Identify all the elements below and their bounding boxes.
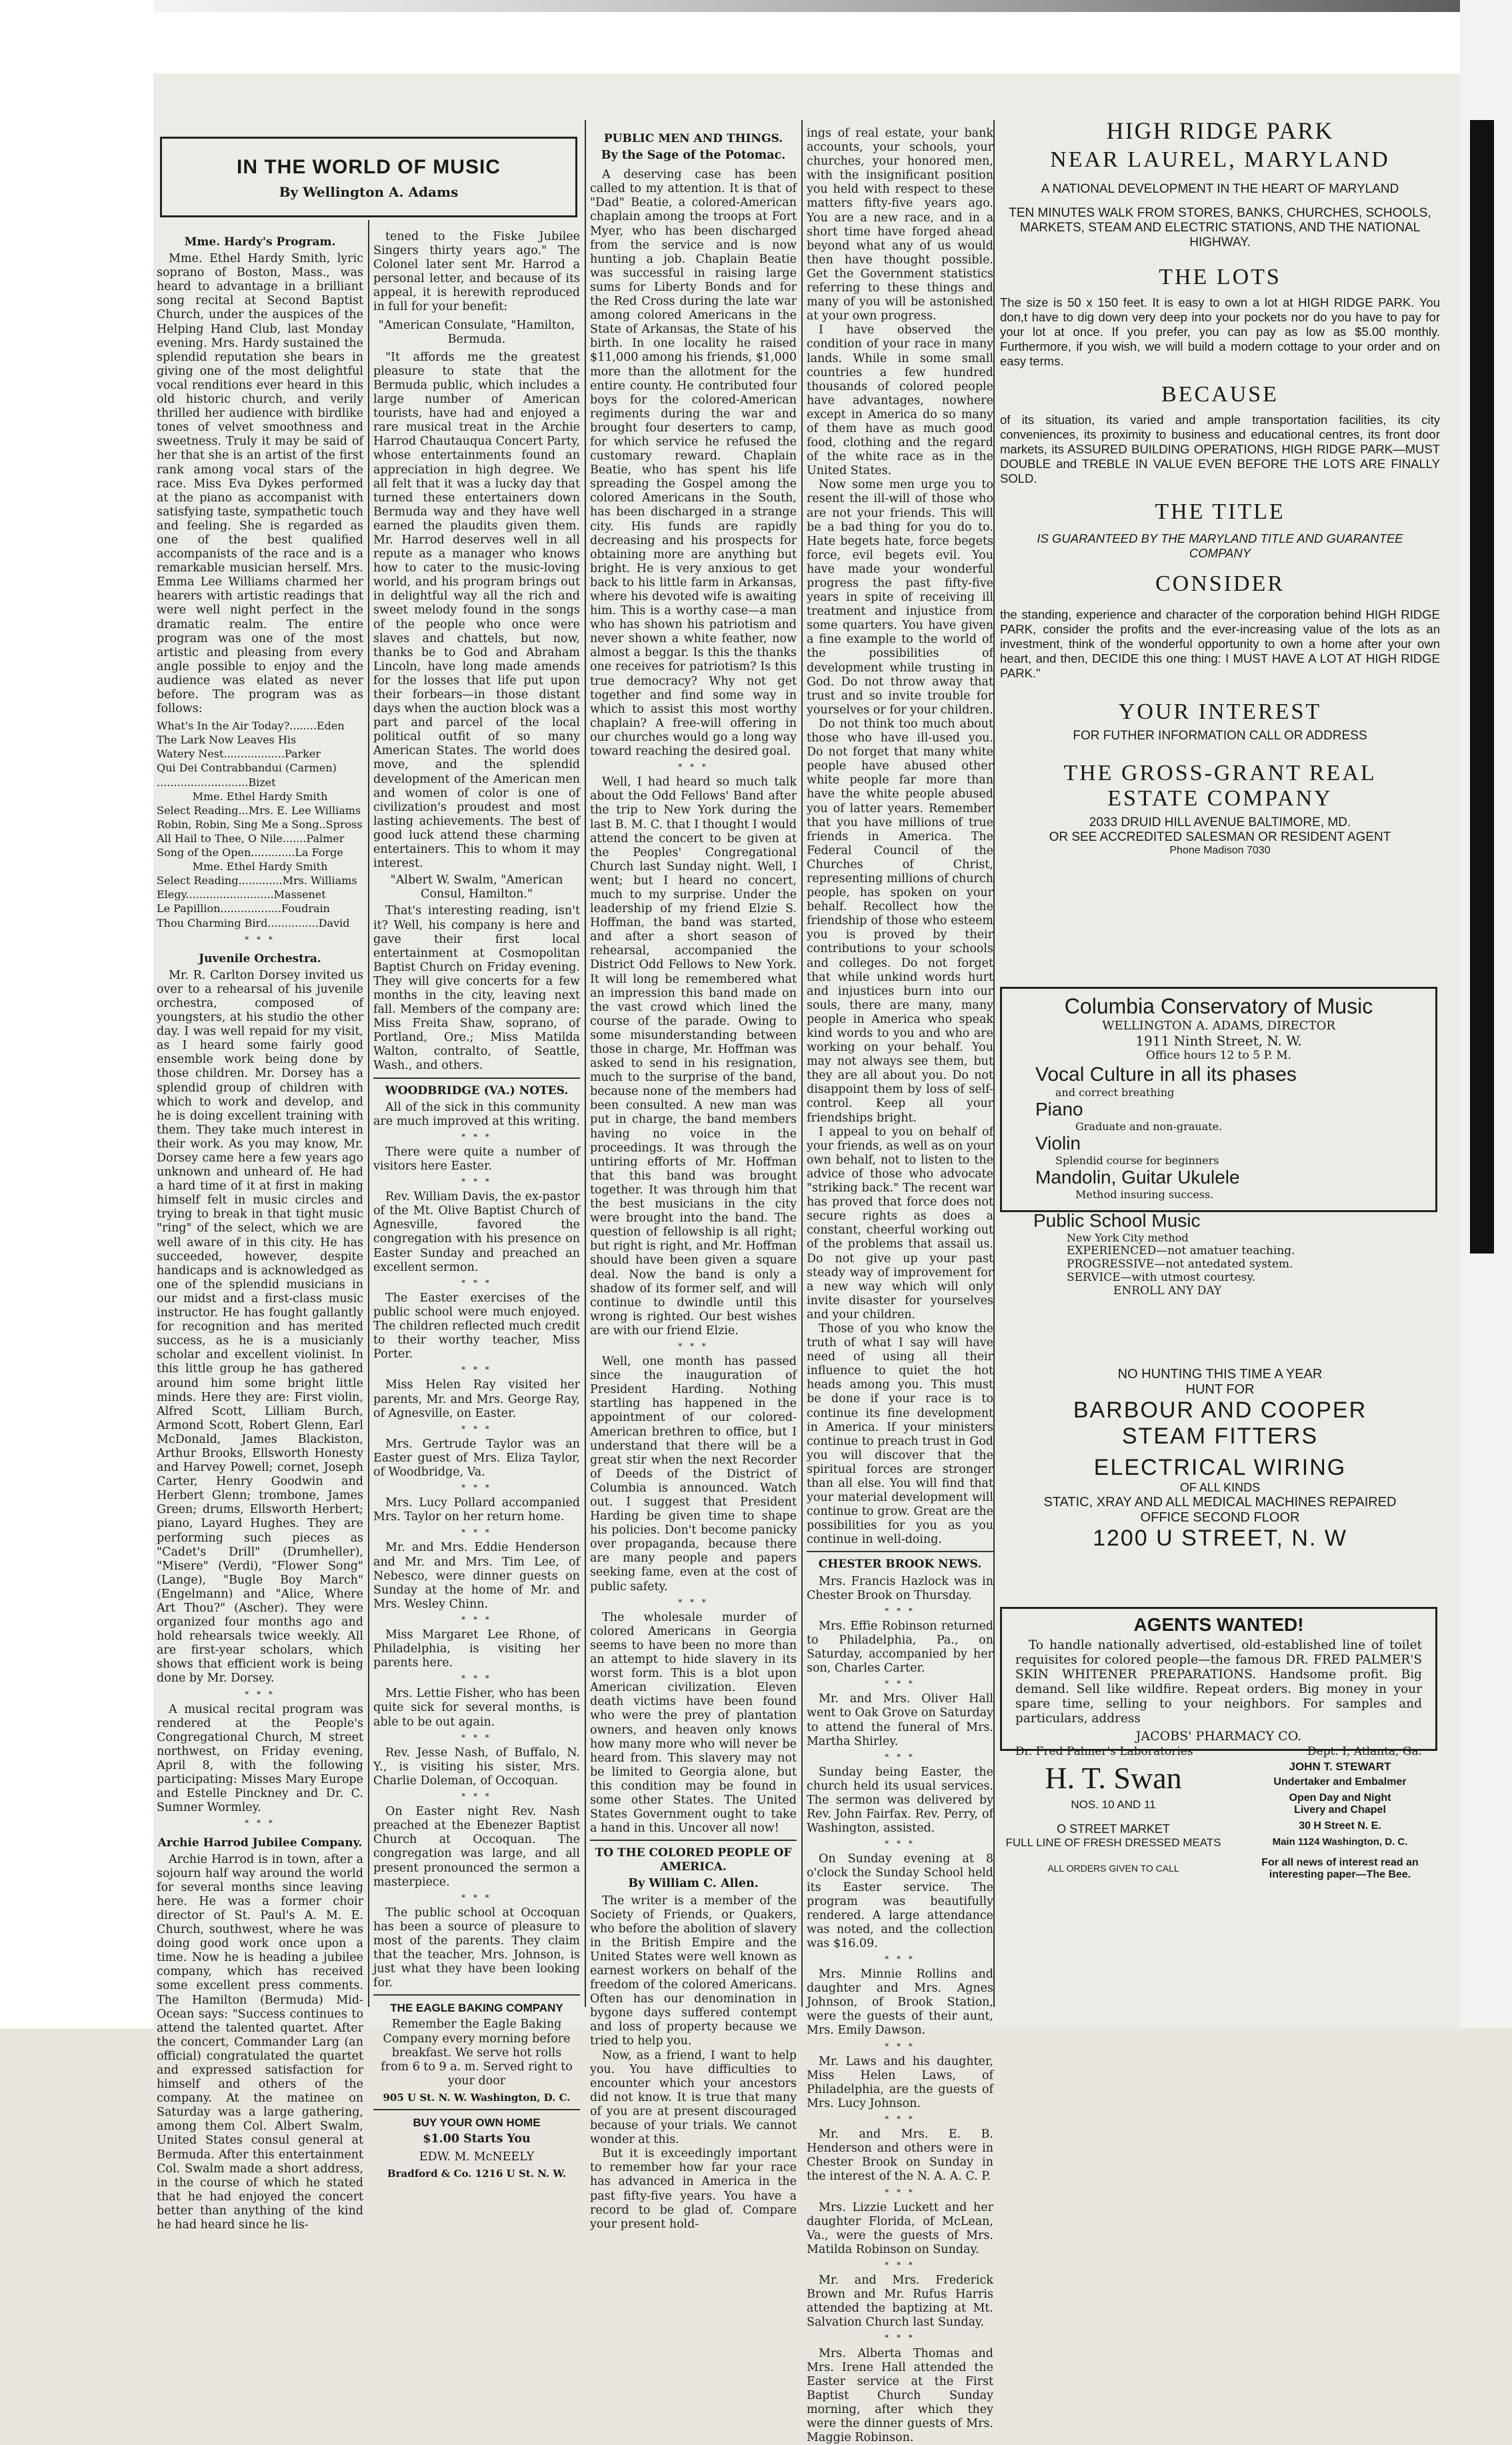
divider	[807, 1551, 993, 1552]
paragraph: Do not think too much about those who have ill-used you. Do not forget that many white people have abused other white people far more than have the white people abused you of latter years. Remember that you have millions of true friends in America. The Federal Council of the Churches of Christ, representing millions of church people, has spoken on your behalf. Recollect how the friendship of those who esteem you is proved by their contributions to your schools and colleges. Do not forget that while unkind words hurt and injustices burn into our souls, there are many, many people in America who speak kind words to you and who are working on your behalf. You may not always see them, but they are all about you. Do not disappoint them by loss of self-control. Keep all your friendships bright.	[807, 717, 993, 1125]
paragraph: Archie Harrod is in town, after a sojourn half way around the world for several months since leaving here. He was a former choir director of St. Paul's A. M. E. Church, southwest, where he was doing good work once upon a time. Now he is heading a jubilee company, which has received some excellent press comments. The Hamilton (Bermuda) Mid-Ocean says: "Success continues to attend the talented quartet. After the concert, Commander Larg (an official) congratulated the quartet and expressed satisfaction for himself and others of the company. At the matinee on Saturday was a large gathering, among them Col. Albert Swalm, United States consul general at Bermuda. After this entertainment Col. Swalm made a short address, in the course of which he stated that he had enjoyed the concert better than anything of the kind he had heard since he lis-	[157, 1852, 363, 2232]
ad-heading: THE TITLE	[1155, 499, 1285, 524]
column-3	[590, 127, 797, 2231]
ad-title: Columbia Conservatory of Music	[1064, 994, 1373, 1018]
divider-stars: * * *	[461, 1483, 492, 1493]
ad-text: JACOBS' PHARMACY CO.	[1135, 1729, 1302, 1744]
ad-subtitle: NEAR LAUREL, MARYLAND	[1050, 147, 1390, 172]
letter-heading: "American Consulate, "Hamilton, Bermuda.	[378, 318, 575, 346]
program-item: Robin, Robin, Sing Me a Song..Spross	[157, 817, 363, 831]
news-item: Mrs. Alberta Thomas and Mrs. Irene Hall attended the Easter service at the First Baptist Church Sunday morning, after which they were the dinner guests of Mrs. Maggie Robinson.	[807, 2346, 993, 2445]
ad-text: of its situation, its varied and ample transportation facilities, its city conveniences, its proximity to business and educational centres, its front door markets, its ASSURED BUILDING OPERATIONS, HIGH RIDGE PARK—MUST DOUBLE and TREBLE IN VALUE EVEN BEFORE THE LOTS ARE FINALLY SOLD.	[1000, 413, 1440, 485]
ad-text: OFFICE SECOND FLOOR	[1140, 1510, 1300, 1525]
paragraph: Mme. Ethel Hardy Smith, lyric soprano of Boston, Mass., was heard to advantage in a brilliant song recital at Second Baptist Church, under the auspices of the Helping Hand Club, last Monday evening. Mrs. Hardy sustained the splendid reputation she bears in giving one of the most delightful vocal renditions ever heard in this old historic church, and verily thrilled her audience with birdlike tones of velvet smoothness and sweetness. Truly it may be said of her that she is an artist of the first rank among vocal stars of the race. Miss Eva Dykes performed at the piano as accompanist with satisfying taste, sympathetic touch and feeling. She is regarded as one of the best qualified accompanists of the race and is a remarkable musician herself. Mrs. Emma Lee Williams charmed her hearers with artistic readings that were well night perfect in the dramatic realm. The entire program was one of the most artistic and pleasing from every angle possible to enjoy and the audience was elated as never before. The program was as follows:	[157, 252, 363, 716]
paragraph: ings of real estate, your bank accounts, your schools, your churches, your honored men, with the insignificant position you held with respect to these matters fifty-five years ago. You are a new race, and in a short time have forged ahead beyond what any of us would then have thought possible. Get the Government statistics referring to these things and many of you will be astonished at your own progress.	[807, 127, 993, 323]
paragraph: Now some men urge you to resent the ill-will of those who are not your friends. This will be a bad thing for you do to. Hate begets hate, force begets force, evil begets evil. You have made your wonderful progress the past fifty-five years in spite of receiving ill treatment and injustice from some quarters. You have given a fine example to the world of the possibilities of development while trusting in God. Do not throw away that trust and so invite trouble for yourselves or for your children.	[807, 478, 993, 717]
ad-text: Dept. I, Atlanta, Ga.	[1307, 1745, 1422, 1758]
byline: By the Sage of the Potomac.	[601, 149, 786, 163]
ad-heading: H. T. Swan	[1045, 1761, 1182, 1795]
paragraph: A deserving case has been called to my attention. It is that of "Dad" Beatie, a colored-American chaplain among the troops at Fort Myer, who has been discharged from the service and is now hunting a job. Chaplain Beatie was successful in raising large sums for Liberty Bonds and for the Red Cross during the late war among colored Americans in the State of Arkansas, the State of his birth. In one locality he raised $11,000 among his friends, $1,000 more than the allotment for the entire county. He contributed four boys for the colored-American regiments during the war and brought four deserters to camp, for which service he refused the customary reward. Chaplain Beatie, who has spent his life spreading the Gospel among the colored Americans in the South, has been discharged in a strange city. His funds are rapidly decreasing and his prospects for obtaining more are anything but bright. He is very anxious to get back to his little farm in Arkansas, where his devoted wife is awaiting him. This is a worthy case—a man who has shown his patriotism and never shown a white feather, now almost a beggar. Is this the thanks one receives for patriotism? Is this true democracy? Why not get together and find some way in which to assist this most worthy chaplain? A free-will offering in our churches would go a long way toward reaching the desired goal.	[590, 168, 797, 759]
ad-text: NOS. 10 AND 11	[1071, 1798, 1156, 1811]
bakery-ad-heading: THE EAGLE BAKING COMPANY	[390, 2002, 563, 2015]
divider-stars: * * *	[885, 2333, 915, 2343]
divider-stars: * * *	[461, 1278, 492, 1288]
ad-text: Office hours 12 to 5 P. M.	[1145, 1049, 1292, 1062]
ad-heading: Piano	[1035, 1099, 1083, 1119]
ad-heading: BARBOUR AND COOPER	[1073, 1398, 1367, 1423]
barbour-cooper-ad	[1000, 1334, 1440, 1552]
letter-signature: "Albert W. Swalm, "American Consul, Hamilton."	[390, 873, 563, 901]
ad-text: EXPERIENCED—not amatuer teaching.	[1067, 1244, 1295, 1258]
news-item: On Sunday evening at 8 o'clock the Sunday School held its Easter service. The program was beautifully rendered. A large attendance was noted, and the collection was $16.09.	[807, 1852, 993, 1950]
paragraph: Well, I had heard so much talk about the Odd Fellows' Band after the trip to New York during the last B. M. C. that I thought I would attend the concert to be given at the Peoples' Congregational Church last Sunday night. Well, I went; but I heard no concert, much to my surprise. Under the leadership of my friend Elzie S. Hoffman, the band was started, and after a short season of rehearsal, accompanied the District Odd Fellows to New York. It will long be remembered what an impression this band made on the vast crowd which lined the course of the parade. Owing to some misunderstanding between those in charge, Mr. Hoffman was asked to send in his resignation, much to the surprise of the band, because none of the members had been consulted. A new man was put in charge, the band members having no voice in the proceedings. It was through the untiring efforts of Mr. Hoffman that this band was brought together. It was through him that the best musicians in the city were brought into the band. The question of fellowship is all right; but right is right, and Mr. Hoffman should have been given a square deal. Now the band is only a shadow of its former self, and will continue to dwindle until this wrong is righted. Our best wishes are with our friend Elzie.	[590, 775, 797, 1338]
paragraph: I have observed the condition of your race in many lands. While in some small countries a few hundred thousands of colored people have advantages, nowhere except in America do so many of them have as much good food, clothing and the regard of the white race as in the United States.	[807, 323, 993, 478]
ad-text: SERVICE—with utmost courtesy.	[1067, 1271, 1256, 1284]
ad-text: Graduate and non-grauate.	[1075, 1120, 1223, 1133]
paragraph: I appeal to you on behalf of your friends, as well as on your own behalf, not to listen to the advice of those who advocate "striking back." The recent war has proved that force does not secure rights as does a constant, cheerful working out of the problems that assail us. Do not give up your past steady way of improvement for a new way which will only invite disaster for yourselves and your children.	[807, 1125, 993, 1322]
ad-text: FULL LINE OF FRESH DRESSED MEATS	[1005, 1836, 1221, 1849]
ad-text: NO HUNTING THIS TIME A YEAR	[1117, 1367, 1323, 1382]
home-ad-name: EDW. M. McNEELY	[419, 2150, 535, 2164]
music-title-box	[160, 137, 577, 217]
divider-stars: * * *	[461, 1177, 492, 1187]
ad-text: O STREET MARKET	[1057, 1822, 1170, 1836]
program-item: Watery Nest..................Parker	[157, 747, 321, 761]
ad-heading: Vocal Culture in all its phases	[1035, 1063, 1297, 1085]
divider-stars: * * *	[678, 1341, 709, 1351]
ad-heading: Public School Music	[1033, 1210, 1201, 1231]
ad-text: and correct breathing	[1055, 1086, 1175, 1099]
news-item: Miss Margaret Lee Rhone, of Philadelphia, is visiting her parents here.	[373, 1628, 580, 1670]
home-ad-address: Bradford & Co. 1216 U St. N. W.	[387, 2168, 567, 2180]
divider-stars: * * *	[461, 1732, 492, 1742]
section-heading: Juvenile Orchestra.	[199, 951, 321, 965]
divider-stars: * * *	[461, 1892, 492, 1902]
ad-heading: YOUR INTEREST	[1118, 699, 1322, 724]
ad-footer	[1015, 1745, 1422, 1758]
ad-text: 1911 Ninth Street, N. W.	[1135, 1033, 1302, 1049]
news-item: Rev. William Davis, the ex-pastor of the Mt. Olive Baptist Church of Agnesville, favored the congregation with his presence on Easter Sunday and preached an excellent sermon.	[373, 1190, 580, 1274]
column-1	[157, 230, 363, 2232]
news-item: Rev. Jesse Nash, of Buffalo, N. Y., is visiting his sister, Mrs. Charlie Doleman, of Occoquan.	[373, 1746, 580, 1788]
divider-stars: * * *	[678, 762, 709, 772]
ad-text: TEN MINUTES WALK FROM STORES, BANKS, CHURCHES, SCHOOLS, MARKETS, STEAM AND ELECTRIC STATIONS, AND THE NATIONAL HIGHWAY.	[1009, 206, 1431, 249]
paragraph: Now, as a friend, I want to help you. You have difficulties to encounter which your ancestors did not know. It is true that many of you are at present discouraged because of your trials. We cannot wonder at this.	[590, 2048, 797, 2147]
ad-text: the standing, experience and character of the corporation behind HIGH RIDGE PARK, consider the profits and the ever-increasing value of the lots as an investment, think of the wonderful opportunity to own a home after your own heart, and then, DECIDE this one thing: I MUST HAVE A LOT AT HIGH RIDGE PARK."	[1000, 607, 1440, 680]
ad-text: Open Day and Night	[1289, 1792, 1391, 1804]
home-ad-heading: BUY YOUR OWN HOME	[413, 2116, 541, 2129]
ad-text: The size is 50 x 150 feet. It is easy to own a lot at HIGH RIDGE PARK. You don,t have to dig down very deep into your pockets nor do you have to pay for your lot at once. If you prefer, you can pay as low as $5.00 monthly. Furthermore, if you wish, we will build a modern cottage to your order and on easy terms.	[1000, 295, 1440, 368]
agents-wanted-ad	[1000, 1607, 1437, 1758]
ad-text: New York City method	[1067, 1232, 1189, 1244]
news-item: Mrs. Lizzie Luckett and her daughter Florida, of McLean, Va., were the guests of Mrs. Matilda Robinson on Sunday.	[807, 2200, 993, 2256]
section-heading: CHESTER BROOK NEWS.	[818, 1558, 982, 1572]
news-item: Mrs. Gertrude Taylor was an Easter guest of Mrs. Eliza Taylor, of Woodbridge, Va.	[373, 1437, 580, 1479]
company-phone: Phone Madison 7030	[1169, 845, 1271, 856]
program-item: Le Papillion..................Foudrain	[157, 902, 330, 915]
divider-stars: * * *	[461, 1365, 492, 1375]
news-item: Mrs. Effie Robinson returned to Philadelphia, Pa., on Saturday, accompanied by her son, Charles Carter.	[807, 1619, 993, 1676]
news-item: Mr. and Mrs. E. B. Henderson and others were in Chester Brook on Sunday in the interest of the N. A. A. C. P.	[807, 2128, 993, 2184]
ad-text: For all news of interest read an interesting paper—The Bee.	[1261, 1857, 1419, 1880]
ad-text: Dr. Fred Palmer's Laboratories	[1015, 1745, 1193, 1758]
divider-stars: * * *	[245, 1818, 275, 1828]
byline: By William C. Allen.	[628, 1877, 759, 1891]
high-ridge-park-ad	[1000, 117, 1440, 857]
divider-stars: * * *	[678, 1597, 709, 1607]
home-ad-sub: $1.00 Starts You	[423, 2132, 531, 2146]
program-item: Elegy..........................Massenet	[157, 888, 326, 901]
company-name: THE GROSS-GRANT REAL	[1063, 761, 1377, 785]
ad-text: STATIC, XRAY AND ALL MEDICAL MACHINES REPAIRED	[1043, 1495, 1397, 1510]
ad-heading: CONSIDER	[1155, 571, 1285, 596]
paragraph: "It affords me the greatest pleasure to state that the Bermuda public, which includes a large number of American tourists, have had and enjoyed a rare musical treat in the Archie Harrod Chautauqua Concert Party, whose entertainments found an appreciation in high degree. We all felt that it was a lucky day that turned these entertainers down Bermuda way and they have well earned the plaudits given them. Mr. Harrod deserves well in all repute as a manager who knows how to cater to the music-loving world, and his program brings out in delightful way all the rich and sweet melody found in the songs of the people who once were slaves and chattels, but now, thanks be to God and Abraham Lincoln, have long made amends for the losses that life put upon their forbears—in those distant days when the auction block was a part and parcel of the local political outfit of so many American States. The world does move, and the splendid development of the American men and women of color is one of civilization's proudest and most lasting achievements. The best of good luck attend these charming entertainers. This to whom it may interest.	[373, 350, 580, 871]
company-address: OR SEE ACCREDITED SALESMAN OR RESIDENT AGENT	[1049, 830, 1391, 844]
section-heading: WOODBRIDGE (VA.) NOTES.	[385, 1083, 569, 1097]
news-item: Mrs. Lucy Pollard accompanied Mrs. Taylor on her return home.	[373, 1496, 580, 1524]
divider-stars: * * *	[885, 1752, 915, 1762]
program-list	[157, 719, 363, 929]
news-item: The Easter exercises of the public school were much enjoyed. The children reflected much credit to their worthy teacher, Miss Porter.	[373, 1291, 580, 1362]
program-item: Mme. Ethel Hardy Smith	[192, 860, 328, 873]
ad-text: PROGRESSIVE—not antedated system.	[1067, 1258, 1293, 1271]
news-item: There were quite a number of visitors here Easter.	[373, 1145, 580, 1173]
news-item: Sunday being Easter, the church held its usual services. The sermon was delivered by Rev. John Fairfax. Rev. Perry, of Washington, assisted.	[807, 1765, 993, 1836]
divider-stars: * * *	[461, 1614, 492, 1624]
program-item: Select Reading.............Mrs. Williams	[157, 874, 357, 887]
divider	[590, 1840, 797, 1841]
paragraph: But it is exceedingly important to remember how far your race has advanced in America in the past fifty-five years. You have a record to be glad of. Compare your present hold-	[590, 2147, 797, 2231]
news-item: All of the sick in this community are much improved at this writing.	[373, 1100, 580, 1128]
paragraph: The writer is a member of the Society of Friends, or Quakers, who before the abolition of slavery in the British Empire and the United States were well known as earnest workers on behalf of the freedom of the colored Americans. Often has our denomination in bygone days suffered contempt and loss of property because we tried to help you.	[590, 1894, 797, 2048]
paragraph: A musical recital program was rendered at the People's Congregational Church, M street northwest, on Friday evening, April 8, with the following participating: Misses Mary Europe and Estelle Pinckney and Dr. C. Sumner Wormley.	[157, 1702, 363, 1815]
divider-stars: * * *	[885, 1839, 915, 1849]
ad-heading: AGENTS WANTED!	[1133, 1614, 1304, 1635]
divider-stars: * * *	[245, 934, 275, 944]
company-name: ESTATE COMPANY	[1107, 786, 1333, 811]
paragraph: Well, one month has passed since the inauguration of President Harding. Nothing startling has happened in the appointment of our colored-American brethren to office, but I understand that there will be a great stir when the next Recorder of Deeds of the District of Columbia is announced. Watch out. I suggest that President Harding be given time to shape his policies. Don't become panicky over propaganda, because there are many people and papers seeking fame, even at the cost of public safety.	[590, 1355, 797, 1594]
ad-heading: JOHN T. STEWART	[1289, 1760, 1391, 1773]
section-heading: Archie Harrod Jubilee Company.	[157, 1836, 363, 1850]
bakery-ad-text: Remember the Eagle Baking Company every morning before breakfast. We serve hot rolls from 6 to 9 a. m. Served right to your door	[381, 2018, 573, 2088]
program-item: Thou Charming Bird...............David	[157, 916, 350, 929]
program-item: Qui Dei Contrabbandui (Carmen)	[157, 761, 337, 775]
ad-text: 30 H Street N. E.	[1299, 1820, 1381, 1832]
divider	[373, 2109, 580, 2110]
divider	[373, 1077, 580, 1079]
divider-stars: * * *	[885, 1606, 915, 1616]
section-heading: Mme. Hardy's Program.	[184, 235, 336, 249]
column-rule	[993, 120, 995, 2007]
ad-text: IS GUARANTEED BY THE MARYLAND TITLE AND GUARANTEE COMPANY	[1037, 531, 1403, 560]
divider-stars: * * *	[461, 1424, 492, 1434]
scan-edge-bar	[1470, 120, 1494, 1254]
ad-text: To handle nationally advertised, old-established line of toilet requisites for colored people—the famous DR. FRED PALMER'S SKIN WHITENER PREPARATIONS. Handsome profit. Big demand. Sell like wildfire. Repeat orders. Big money in your spare time, selling to your neighbors. For samples and particulars, address	[1015, 1638, 1422, 1726]
program-item: Mme. Ethel Hardy Smith	[192, 789, 328, 803]
ad-text: FOR FUTHER INFORMATION CALL OR ADDRESS	[1073, 729, 1367, 743]
divider-stars: * * *	[461, 1674, 492, 1684]
divider-stars: * * *	[885, 2114, 915, 2124]
company-address: 2033 DRUID HILL AVENUE BALTIMORE, MD.	[1089, 815, 1351, 829]
program-item: Song of the Open.............La Forge	[157, 846, 343, 859]
news-item: Mrs. Francis Hazlock was in Chester Brook on Thursday.	[807, 1574, 993, 1602]
ad-heading: ELECTRICAL WIRING	[1093, 1455, 1347, 1480]
ad-heading: 1200 U STREET, N. W	[1093, 1526, 1347, 1551]
ad-text: OF ALL KINDS	[1179, 1481, 1261, 1494]
ad-heading: Mandolin, Guitar Ukulele	[1035, 1167, 1240, 1187]
column-rule	[801, 120, 803, 2007]
paragraph: tened to the Fiske Jubilee Singers thirty years ago." The Colonel later sent Mr. Harrod a personal letter, and because of its appeal, it is herewith reproduced in full for your benefit:	[373, 230, 580, 314]
ad-text: ALL ORDERS GIVEN TO CALL	[1047, 1863, 1179, 1874]
program-item: Select Reading...Mrs. E. Lee Williams	[157, 803, 361, 817]
column-rule	[585, 120, 586, 2007]
divider-stars: * * *	[461, 1792, 492, 1802]
news-item: Mr. and Mrs. Oliver Hall went to Oak Grove on Saturday to attend the funeral of Mrs. Martha Shirley.	[807, 1692, 993, 1748]
program-item: ...........................Bizet	[157, 775, 276, 789]
ad-text: A NATIONAL DEVELOPMENT IN THE HEART OF MARYLAND	[1041, 182, 1399, 196]
bakery-ad-address: 905 U St. N. W. Washington, D. C.	[383, 2091, 571, 2104]
divider-stars: * * *	[461, 1131, 492, 1141]
program-item: All Hail to Thee, O Nile.......Palmer	[157, 831, 345, 845]
ad-text: ENROLL ANY DAY	[1113, 1284, 1222, 1298]
paragraph: The wholesale murder of colored Americans in Georgia seems to have been no more than an attempt to hide slavery in its worst form. This is a blot upon American civilization. Eleven death victims have been found who were the prey of plantation owners, and heaven only knows how many more who will never be heard from. This slavery may not be limited to Georgia alone, but this condition may be found in some other States. The United States Government ought to take a hand in this. Uncover all now!	[590, 1610, 797, 1836]
section-heading: TO THE COLORED PEOPLE OF AMERICA.	[595, 1846, 792, 1874]
conservatory-ad	[1000, 987, 1437, 1212]
divider-stars: * * *	[885, 1679, 915, 1689]
divider-stars: * * *	[885, 2260, 915, 2270]
ad-text: Method insuring success.	[1075, 1188, 1214, 1201]
column-4	[807, 127, 993, 2445]
ad-text: HUNT FOR	[1185, 1382, 1255, 1397]
music-title: IN THE WORLD OF MUSIC	[237, 156, 501, 178]
paragraph: Mr. R. Carlton Dorsey invited us over to a rehearsal of his juvenile orchestra, composed of youngsters, at his studio the other day. I was well repaid for my visit, as I heard some fairly good ensemble work being done by those children. Mr. Dorsey has a splendid group of children with which to work and develop, and he is doing excellent training with them. They take much interest in their work. As you may know, Mr. Dorsey came here a few years ago unknown and unheard of. He had a hard time of it at first in making himself felt in music circles and trying to break in that tight music "ring" of the select, which we are well aware of in this city. He has succeeded, however, despite handicaps and is acknowledged as one of the splendid musicians in our midst and a first-class music instructor. He has fought gallantly for recognition and has merited success, as he is a musicianly scholar and excellent violinist. In this little group he has gathered around him some bright little minds. Here they are: First violin, Alfred Scott, Lilliam Burch, Armond Scott, Robert Glenn, Earl McDonald, James Blackiston, Arthur Brooks, Ellsworth Honesty and Harvey Powell; cornet, Joseph Carter, Henry Goodwin and Herbert Glenn; trombone, James Green; drums, Ellsworth Herbert; piano, Layard Hughes. They are performing such pieces as "Cadet's Drill" (Drumheller), "Misere" (Verdi), "Flower Song" (Lange), "Bugle Boy March" (Engelmann) and "Alice, Where Art Thou?" (Ascher). They were organized four months ago and hold rehearsals twice weekly. All are first-year scholars, which shows that efficient work is being done by Mr. Dorsey.	[157, 968, 363, 1686]
column-rule	[368, 220, 369, 2007]
swan-ad	[1000, 1760, 1227, 1874]
paragraph: Those of you who know the truth of what I say will have need of using all their influence to quiet the hot heads among you. This must be done if your race is to continue its fine development in America. If your ministers continue to preach trust in God you will discover that the spiritual forces are stronger than all else. You will find that your material development will continue to grow. Great are the possibilities for you as you continue in well-doing.	[807, 1322, 993, 1547]
paragraph: That's interesting reading, isn't it? Well, his company is here and gave their first local entertainment at Cosmopolitan Baptist Church on Friday evening. They will give concerts for a few months in the city, leaving next fall. Members of the company are: Miss Freita Shaw, soprano, of Portland, Ore.; Miss Matilda Walton, contralto, of Seattle, Wash., and others.	[373, 904, 580, 1073]
section-heading: PUBLIC MEN AND THINGS.	[603, 132, 783, 145]
divider-stars: * * *	[885, 2187, 915, 2197]
program-item: What's In the Air Today?........Eden	[157, 719, 345, 733]
program-item: The Lark Now Leaves His	[157, 733, 297, 747]
divider-stars: * * *	[885, 2041, 915, 2051]
news-item: Mr. Laws and his daughter, Miss Helen Laws, of Philadelphia, are the guests of Mrs. Lucy Johnson.	[807, 2054, 993, 2110]
conservatory-ad-lower	[1013, 1210, 1427, 1298]
stewart-ad	[1240, 1760, 1440, 1881]
ad-heading: BECAUSE	[1161, 382, 1279, 407]
news-item: Mr. and Mrs. Frederick Brown and Mr. Rufus Harris attended the baptizing at Mt. Salvation Church last Sunday.	[807, 2274, 993, 2330]
divider-stars: * * *	[461, 1528, 492, 1538]
left-margin	[0, 0, 153, 2028]
ad-text: WELLINGTON A. ADAMS, DIRECTOR	[1102, 1019, 1335, 1033]
divider-stars: * * *	[245, 1689, 275, 1699]
news-item: On Easter night Rev. Nash preached at the Ebenezer Baptist Church at Occoquan. The congregation was large, and all present pronounced the sermon a masterpiece.	[373, 1805, 580, 1889]
ad-text: Undertaker and Embalmer	[1273, 1776, 1407, 1788]
news-item: Mrs. Minnie Rollins and daughter and Mrs. Agnes Johnson, of Brook Station, were the guests of their aunt, Mrs. Emily Dawson.	[807, 1968, 993, 2038]
divider-stars: * * *	[885, 1954, 915, 1964]
ad-heading: Violin	[1035, 1133, 1081, 1153]
column-2	[373, 230, 580, 2180]
ad-text: Main 1124 Washington, D. C.	[1272, 1836, 1408, 1848]
music-byline: By Wellington A. Adams	[279, 184, 459, 200]
ad-heading: THE LOTS	[1159, 265, 1281, 289]
ad-title: HIGH RIDGE PARK	[1106, 117, 1334, 144]
news-item: Miss Helen Ray visited her parents, Mr. and Mrs. George Ray, of Agnesville, on Easter.	[373, 1378, 580, 1420]
top-margin	[0, 0, 1512, 73]
news-item: The public school at Occoquan has been a source of pleasure to most of the parents. They claim that the teacher, Mrs. Johnson, is just what they have been looking for.	[373, 1906, 580, 1990]
ad-heading: STEAM FITTERS	[1121, 1424, 1319, 1449]
divider	[373, 1994, 580, 1996]
ad-text: Livery and Chapel	[1294, 1804, 1386, 1816]
ad-text: Splendid course for beginners	[1055, 1154, 1219, 1167]
news-item: Mr. and Mrs. Eddie Henderson and Mr. and Mrs. Tim Lee, of Nebesco, were dinner guests on Sunday at the home of Mr. and Mrs. Wesley Chinn.	[373, 1541, 580, 1611]
news-item: Mrs. Lettie Fisher, who has been quite sick for several months, is able to be out again.	[373, 1687, 580, 1729]
